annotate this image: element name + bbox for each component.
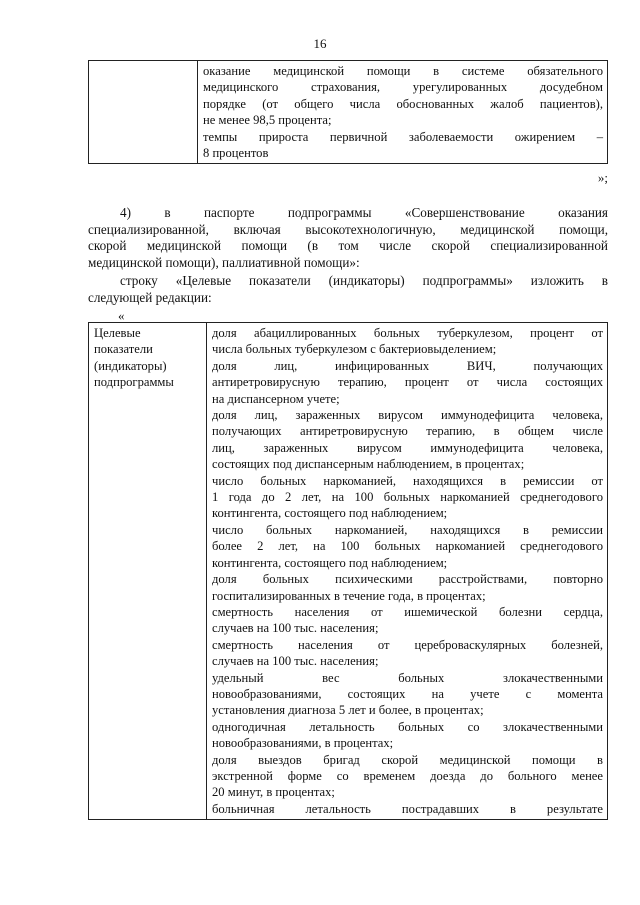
indicator-line: лиц, зараженных вирусом иммунодефицита человека,	[212, 440, 603, 455]
indicator-line: доля абациллированных больных туберкулезом, процент от	[212, 326, 603, 340]
table-row	[89, 61, 608, 164]
indicator-line: контингента, состоящего под наблюдением;	[212, 506, 448, 521]
indicator-line: не менее 98,5 процента;	[203, 113, 332, 128]
indicator-line: случаев на 100 тыс. населения;	[212, 621, 379, 636]
indicator-line: смертность населения от ишемической болезни сердца,	[212, 604, 603, 619]
indicator-line: порядке (от общего числа обоснованных жалоб пациентов),	[203, 96, 603, 111]
row-label-line: подпрограммы	[94, 375, 174, 390]
indicator-line: контингента, состоящего под наблюдением;	[212, 555, 448, 570]
indicator-line: доля больных психическими расстройствами, повторно	[212, 572, 603, 587]
closing-quote: »;	[597, 170, 608, 185]
opening-quote: «	[118, 308, 125, 323]
table-row	[89, 323, 608, 820]
indicator-line: антиретровирусную терапию, процент от числа состоящих	[212, 375, 603, 390]
indicator-line: одногодичная летальность больных со злокачественными	[212, 719, 603, 734]
indicator-line: число больных наркоманией, находящихся в ремиссии от	[212, 473, 603, 488]
indicator-line: 20 минут, в процентах;	[212, 785, 335, 800]
indicator-line: более 2 лет, на 100 больных наркоманией среднегодового	[212, 539, 603, 554]
indicator-line: доля лиц, инфицированных ВИЧ, получающих	[212, 358, 603, 373]
indicator-line: случаев на 100 тыс. населения;	[212, 654, 379, 669]
indicator-line: больничная летальность пострадавших в результате	[212, 801, 603, 816]
indicator-line: 1 года до 2 лет, на 100 больных наркоманией среднегодового	[212, 490, 603, 505]
table-cell-empty	[89, 61, 198, 164]
table-cell-label	[89, 323, 207, 820]
indicator-line: доля лиц, зараженных вирусом иммунодефицита человека,	[212, 408, 603, 423]
paragraph-line: следующей редакции:	[88, 289, 212, 305]
indicator-line: получающих антиретровирусную терапию, в общем числе	[212, 424, 603, 439]
paragraph-line: специализированной, включая высокотехнологичную, медицинской помощи,	[88, 221, 608, 237]
paragraph-line: скорой медицинской помощи (в том числе скорой специализированной	[88, 238, 608, 254]
indicator-line: число больных наркоманией, находящихся в ремиссии	[212, 522, 603, 537]
row-label-line: Целевые	[94, 326, 141, 340]
indicator-line: госпитализированных в течение года, в процентах;	[212, 588, 486, 603]
paragraph-item-4	[88, 205, 608, 271]
indicator-line: оказание медицинской помощи в системе обязательного	[203, 64, 603, 78]
row-label-line: показатели	[94, 342, 153, 357]
indicator-line: числа больных туберкулезом с бактериовыделением;	[212, 342, 497, 357]
paragraph-line: медицинской помощи), паллиативной помощи»:	[88, 254, 360, 270]
indicator-line: установления диагноза 5 лет и более, в процентах;	[212, 703, 484, 718]
indicator-line: на диспансерном учете;	[212, 391, 340, 406]
paragraph-instruction	[88, 273, 608, 306]
paragraph-line: строку «Целевые показатели (индикаторы) подпрограммы» изложить в	[120, 273, 608, 288]
indicator-line: доля выездов бригад скорой медицинской помощи в	[212, 752, 603, 767]
indicator-line: удельный вес больных злокачественными	[212, 670, 603, 685]
indicator-line: новообразованиями, в процентах;	[212, 736, 394, 751]
row-label-line: (индикаторы)	[94, 358, 167, 373]
continued-table	[88, 60, 608, 164]
indicator-line: темпы прироста первичной заболеваемости ожирением –	[203, 129, 603, 144]
table-cell-indicators	[198, 61, 608, 164]
indicator-line: экстренной форме со временем доезда до больного менее	[212, 768, 603, 783]
indicator-line: новообразованиями, состоящих на учете с момента	[212, 686, 603, 701]
indicator-line: медицинского страхования, урегулированных досудебном	[203, 80, 603, 95]
indicator-line: смертность населения от цереброваскулярных болезней,	[212, 637, 603, 652]
table-cell-indicators	[207, 323, 608, 820]
page-number: 16	[313, 36, 327, 51]
indicator-line: состоящих под диспансерным наблюдением, в процентах;	[212, 457, 525, 472]
target-indicators-table	[88, 322, 608, 820]
indicator-line: 8 процентов	[203, 146, 269, 161]
paragraph-line: 4) в паспорте подпрограммы «Совершенствование оказания	[120, 205, 608, 220]
